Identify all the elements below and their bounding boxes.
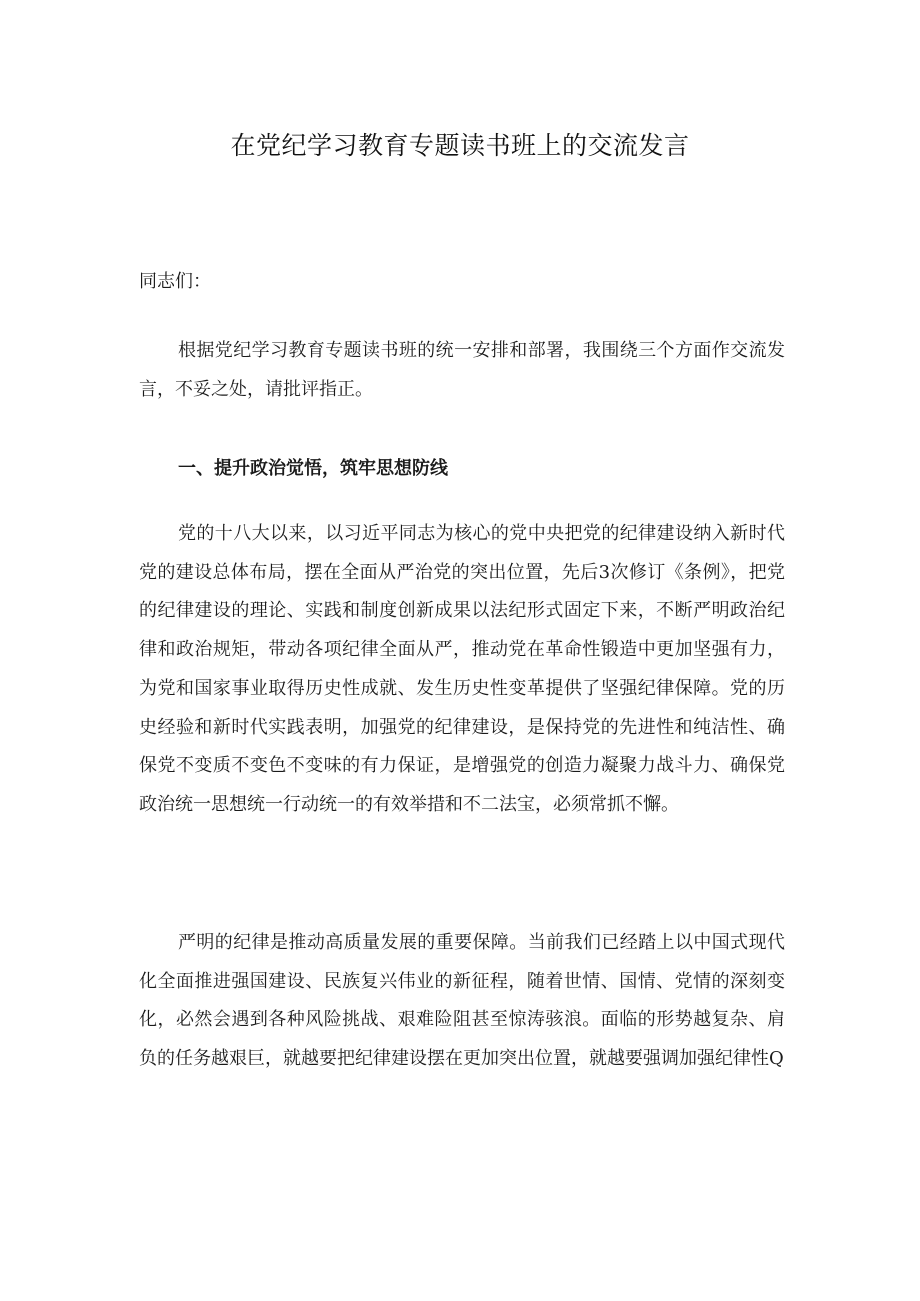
document-title: 在党纪学习教育专题读书班上的交流发言: [230, 131, 690, 160]
body-paragraph: 严明的纪律是推动高质量发展的重要保障。当前我们已经踏上以中国式现代化全面推进强国建设、民族复兴伟业的新征程，随着世情、国情、党情的深刻变化，必然会遇到各种风险挑战、艰难险阻甚至惊涛骇浪。面临的形势越复杂、肩负的任务越艰巨，就越要把纪律建设摆在更加突出位置，就越要强调加强纪律性Q: [139, 932, 785, 1070]
body-paragraph: 党的十八大以来，以习近平同志为核心的党中央把党的纪律建设纳入新时代党的建设总体布局，摆在全面从严治党的突出位置，先后3次修订《条例》，把党的纪律建设的理论、实践和制度创新成果以法纪形式固定下来，不断严明政治纪律和政治规矩，带动各项纪律全面从严，推动党在革命性锻造中更加坚强有力，为党和国家事业取得历史性成就、发生历史性变革提供了坚强纪律保障。党的历史经验和新时代实践表明，加强党的纪律建设，是保持党的先进性和纯洁性、确保党不变质不变色不变味的有力保证，是增强党的创造力凝聚力战斗力、确保党政治统一思想统一行动统一的有效举措和不二法宝，必须常抓不懈。: [139, 523, 785, 815]
section-heading: 一、提升政治觉悟，筑牢思想防线: [178, 458, 448, 479]
intro-paragraph: 根据党纪学习教育专题读书班的统一安排和部署，我围绕三个方面作交流发言，不妥之处，请批评指正。: [139, 340, 785, 400]
salutation: 同志们：: [139, 271, 211, 292]
